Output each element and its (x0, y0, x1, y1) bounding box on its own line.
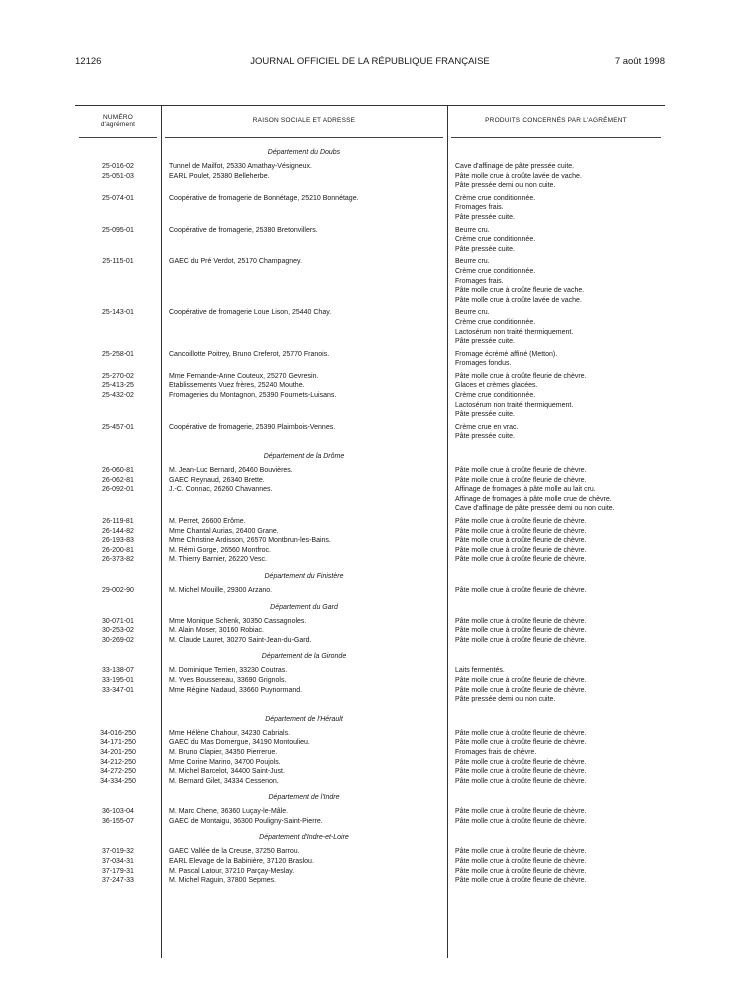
department-title: Département de la Drôme (263, 453, 345, 461)
product-item: Pâte molle crue à croûte fleurie de chèvre. (455, 877, 587, 885)
approval-number: 30-269-02 (102, 636, 134, 644)
product-item: Pâte molle crue à croûte fleurie de chèvre. (455, 586, 587, 594)
company-name-address: Tunnel de Mailfot, 25330 Amathay-Vésigneux. (169, 163, 312, 170)
table-row (75, 767, 665, 777)
products-cell (447, 867, 665, 877)
table-row (75, 777, 665, 787)
approval-number: 26-193-83 (102, 537, 134, 545)
approval-number: 26-373-82 (102, 556, 134, 564)
product-item: Pâte molle crue à croûte fleurie de chèvre. (455, 627, 587, 635)
product-item: Pâte molle crue à croûte fleurie de chèvre. (455, 467, 587, 475)
product-item: Fromages frais. (455, 277, 504, 285)
approval-number: 30-071-01 (102, 617, 134, 625)
table-row (75, 476, 665, 486)
table-row (75, 466, 665, 476)
product-item: Pâte molle crue à croûte fleurie de chèvre. (455, 537, 587, 545)
company-name-address: M. Thierry Barnier, 26220 Vesc. (169, 556, 267, 564)
product-item: Pâte molle crue à croûte fleurie de chèvre. (455, 817, 587, 825)
products-cell (447, 636, 665, 646)
table-row (75, 807, 665, 817)
approval-table (75, 105, 665, 958)
publication-date: 7 août 1998 (614, 56, 665, 67)
column-header-produits: PRODUITS CONCERNÉS PAR L'AGRÉMENT (485, 117, 627, 125)
company-name-address: M. Bruno Clapier, 34350 Pierrerue. (169, 748, 278, 756)
approval-number: 34-272-250 (100, 768, 136, 776)
header-rule (79, 137, 157, 138)
approval-number: 34-171-250 (100, 739, 136, 747)
product-item: Pâte pressée demi ou non cuite. (455, 696, 556, 704)
product-item: Pâte molle crue à croûte fleurie de chèvre. (455, 867, 587, 875)
company-name-address: M. Pascal Latour, 37210 Parçay-Meslay. (169, 867, 295, 875)
products-cell (447, 857, 665, 867)
company-name-address: M. Claude Lauret, 30270 Saint-Jean-du-Gard. (169, 636, 312, 644)
table-row (75, 391, 665, 420)
table-row (75, 162, 665, 172)
approval-number: 34-334-250 (100, 777, 136, 785)
department-title: Département du Doubs (267, 149, 341, 156)
products-cell (447, 748, 665, 758)
products-cell (447, 807, 665, 817)
product-item: Beurre cru. (455, 309, 490, 317)
department-title: Département de la Gironde (261, 653, 347, 661)
approval-number: 26-092-01 (102, 486, 134, 494)
products-cell (447, 476, 665, 486)
company-name-address: GAEC du Pré Verdot, 25170 Champagney. (169, 258, 302, 266)
product-item: Pâte pressée cuite. (455, 433, 515, 441)
table-row (75, 748, 665, 758)
product-item: Pâte pressée cuite. (455, 338, 515, 346)
company-name-address: Mme Fernande-Anne Couteux, 25270 Gevresin. (169, 372, 319, 380)
table-row (75, 666, 665, 676)
approval-number: 34-212-250 (100, 758, 136, 766)
product-item: Pâte molle crue à croûte fleurie de chèvre. (455, 768, 587, 776)
company-name-address: Fromageries du Montagnon, 25390 Fournets-Luisans. (169, 392, 337, 400)
product-item: Pâte pressée cuite. (455, 213, 515, 221)
header-rule (165, 137, 443, 138)
products-cell (447, 676, 665, 686)
company-name-address: M. Alain Moser, 30160 Robiac. (169, 627, 264, 635)
product-item: Cave d'affinage de pâte pressée demi ou non cuite. (455, 505, 615, 513)
products-cell (447, 257, 665, 305)
table-row (75, 527, 665, 537)
product-item: Pâte pressée demi ou non cuite. (455, 182, 556, 190)
table-row (75, 517, 665, 527)
table-row (75, 172, 665, 191)
approval-number: 34-016-250 (100, 729, 136, 737)
products-cell (447, 350, 665, 369)
table-row (75, 738, 665, 748)
product-item: Crème crue conditionnée. (455, 318, 536, 326)
table-row (75, 729, 665, 739)
product-item: Pâte molle crue à croûte lavée de vache. (455, 172, 582, 180)
products-cell (447, 758, 665, 768)
products-cell (447, 777, 665, 787)
table-row (75, 226, 665, 255)
company-name-address: J.-C. Connac, 26260 Chavannes. (169, 486, 273, 494)
product-item: Beurre cru. (455, 226, 490, 234)
products-cell (447, 555, 665, 565)
department-title: Département du Gard (270, 603, 338, 611)
department-title: Département de l'Hérault (265, 715, 343, 723)
products-cell (447, 666, 665, 676)
department-title: Département du Finistère (264, 572, 344, 580)
product-item: Pâte molle crue à croûte fleurie de chèvre. (455, 858, 587, 866)
approval-number: 30-253-02 (102, 627, 134, 635)
approval-number: 25-413-25 (102, 382, 134, 390)
column-header-numero (75, 106, 161, 136)
product-item: Pâte molle crue à croûte fleurie de chèvre. (455, 372, 587, 380)
product-item: Pâte molle crue à croûte fleurie de chèvre. (455, 676, 587, 684)
company-name-address: Coopérative de fromagerie de Bonnétage, 25210 Bonnétage. (169, 194, 359, 202)
table-row (75, 536, 665, 546)
products-cell (447, 847, 665, 857)
company-name-address: EARL Poulet, 25380 Belleherbe. (169, 172, 270, 180)
approval-number: 25-270-02 (102, 372, 134, 380)
approval-number: 25-258-01 (102, 350, 134, 358)
approval-number: 34-201-250 (100, 748, 136, 756)
company-name-address: GAEC de Montaigu, 36300 Pouligny-Saint-Pierre. (169, 817, 323, 825)
company-name-address: M. Dominique Terrien, 33230 Coutras. (169, 667, 288, 675)
products-cell (447, 172, 665, 191)
products-cell (447, 308, 665, 346)
approval-number: 25-457-01 (102, 423, 134, 431)
department-heading (75, 714, 665, 725)
company-name-address: Mme Régine Nadaud, 33660 Puynormand. (169, 686, 303, 694)
products-cell (447, 391, 665, 420)
company-name-address: GAEC Reynaud, 26340 Brette. (169, 476, 265, 484)
company-name-address: EARL Elevage de la Babinière, 37120 Braslou. (169, 858, 314, 866)
table-row (75, 676, 665, 686)
products-cell (447, 586, 665, 596)
table-row (75, 626, 665, 636)
department-title: Département d'Indre-et-Loire (259, 834, 349, 842)
approval-number: 26-144-82 (102, 527, 134, 535)
company-name-address: M. Marc Chene, 36360 Luçay-le-Mâle. (169, 808, 289, 816)
approval-number: 26-060-81 (102, 467, 134, 475)
department-heading (75, 651, 665, 662)
product-item: Laits fermentés. (455, 667, 505, 675)
table-row (75, 372, 665, 382)
page-number: 12126 (75, 56, 102, 67)
department-heading (75, 451, 665, 462)
approval-number: 25-115-01 (102, 258, 134, 266)
approval-number: 25-432-02 (102, 392, 134, 400)
products-cell (447, 226, 665, 255)
product-item: Pâte molle crue à croûte fleurie de chèvre. (455, 739, 587, 747)
product-item: Crème crue en vrac. (455, 423, 519, 431)
product-item: Pâte molle crue à croûte fleurie de chèvre. (455, 476, 587, 484)
products-cell (447, 381, 665, 391)
products-cell (447, 423, 665, 442)
approval-number: 37-179-31 (102, 867, 134, 875)
product-item: Glaces et crèmes glacées. (455, 382, 538, 390)
company-name-address: Coopérative de fromagerie Loue Lison, 25440 Chay. (169, 309, 332, 317)
products-cell (447, 626, 665, 636)
company-name-address: M. Michel Raguin, 37800 Sepmes. (169, 877, 276, 885)
approval-number: 25-016-02 (102, 163, 134, 170)
product-item: Fromages fondus. (455, 360, 512, 368)
company-name-address: Mme Monique Schenk, 30350 Cassagnoles. (169, 617, 307, 625)
table-row (75, 257, 665, 305)
table-row (75, 350, 665, 369)
company-name-address: Mme Christine Ardisson, 26570 Montbrun-les-Bains. (169, 537, 331, 545)
table-row (75, 857, 665, 867)
company-name-address: Cancoillotte Poitrey, Bruno Creferot, 25770 Franois. (169, 350, 330, 358)
product-item: Pâte molle crue à croûte fleurie de chèvre. (455, 518, 587, 525)
product-item: Pâte molle crue à croûte fleurie de chèvre. (455, 617, 587, 625)
company-name-address: Mme Corine Marino, 34700 Poujols. (169, 758, 281, 766)
product-item: Pâte molle crue à croûte fleurie de chèvre. (455, 808, 587, 816)
product-item: Pâte molle crue à croûte fleurie de chèvre. (455, 686, 587, 694)
product-item: Pâte molle crue à croûte lavée de vache. (455, 296, 582, 304)
product-item: Pâte molle crue à croûte fleurie de chèvre. (455, 546, 587, 554)
products-cell (447, 876, 665, 886)
company-name-address: Coopérative de fromagerie, 25380 Bretonvillers. (169, 226, 318, 234)
table-row (75, 586, 665, 596)
department-heading (75, 571, 665, 582)
company-name-address: Mme Chantal Aurias, 26400 Grane. (169, 527, 279, 535)
approval-number: 33-195-01 (102, 676, 134, 684)
product-item: Pâte molle crue à croûte fleurie de chèvre. (455, 636, 587, 644)
product-item: Pâte molle crue à croûte fleurie de chèvre. (455, 848, 587, 856)
approval-number: 25-051-03 (102, 172, 134, 180)
table-row (75, 308, 665, 346)
product-item: Pâte molle crue à croûte fleurie de chèvre. (455, 527, 587, 535)
products-cell (447, 485, 665, 514)
page-header (75, 56, 665, 70)
company-name-address: GAEC du Mas Domergue, 34190 Montoulieu. (169, 739, 310, 747)
approval-number: 25-074-01 (102, 194, 134, 202)
table-row (75, 546, 665, 556)
department-heading (75, 832, 665, 843)
approval-number: 33-138-07 (102, 667, 134, 675)
product-item: Beurre cru. (455, 258, 490, 266)
products-cell (447, 527, 665, 537)
products-cell (447, 466, 665, 476)
product-item: Affinage de fromages à pâte molle au lait cru. (455, 486, 596, 494)
table-row (75, 636, 665, 646)
table-row (75, 876, 665, 886)
department-title: Département de l'Indre (268, 794, 340, 802)
company-name-address: Coopérative de fromagerie, 25390 Plaimbois-Vennes. (169, 423, 336, 431)
product-item: Fromages frais. (455, 204, 504, 212)
product-item: Pâte pressée cuite. (455, 245, 515, 253)
table-row (75, 194, 665, 223)
products-cell (447, 372, 665, 382)
product-item: Crème crue conditionnée. (455, 236, 536, 244)
company-name-address: M. Jean-Luc Bernard, 26460 Bouvières. (169, 467, 293, 475)
product-item: Pâte molle crue à croûte fleurie de chèvre. (455, 758, 587, 766)
company-name-address: M. Perret, 26600 Erôme. (169, 518, 246, 525)
company-name-address: M. Rémi Gorge, 26560 Montfroc. (169, 546, 271, 554)
table-row (75, 817, 665, 827)
product-item: Fromages frais de chèvre. (455, 748, 537, 756)
product-item: Affinage de fromages à pâte molle crue de chèvre. (455, 495, 612, 503)
product-item: Pâte molle crue à croûte fleurie de vache. (455, 287, 585, 295)
column-header-numero-label: NUMÉRO d'agrément (100, 113, 136, 128)
approval-number: 33-347-01 (102, 686, 134, 694)
product-item: Pâte pressée cuite. (455, 411, 515, 419)
product-item: Lactosérum non traité thermiquement. (455, 401, 574, 409)
approval-number: 36-155-07 (102, 817, 134, 825)
company-name-address: Etablissements Vuez frères, 25240 Mouthe. (169, 382, 305, 390)
header-rule (451, 137, 661, 138)
approval-number: 25-143-01 (102, 309, 134, 317)
table-row (75, 686, 665, 705)
department-heading (75, 602, 665, 613)
products-cell (447, 686, 665, 705)
approval-number: 37-247-33 (102, 877, 134, 885)
product-item: Crème crue conditionnée. (455, 392, 536, 400)
company-name-address: M. Michel Barcelot, 34400 Saint-Just. (169, 768, 285, 776)
company-name-address: M. Bernard Gilet, 34334 Cessenon. (169, 777, 279, 785)
approval-number: 37-034-31 (102, 858, 134, 866)
approval-number: 26-062-81 (102, 476, 134, 484)
product-item: Cave d'affinage de pâte pressée cuite. (455, 163, 575, 170)
products-cell (447, 617, 665, 627)
approval-number: 36-103-04 (102, 808, 134, 816)
table-row (75, 617, 665, 627)
products-cell (447, 729, 665, 739)
table-row (75, 555, 665, 565)
product-item: Crème crue conditionnée. (455, 267, 536, 275)
approval-number: 29-002-90 (102, 586, 134, 594)
approval-number: 25-095-01 (102, 226, 134, 234)
approval-number: 26-200-81 (102, 546, 134, 554)
product-item: Lactosérum non traité thermiquement. (455, 328, 574, 336)
table-row (75, 485, 665, 514)
approval-number: 37-019-32 (102, 848, 134, 856)
column-header-raison: RAISON SOCIALE ET ADRESSE (252, 117, 356, 125)
products-cell (447, 517, 665, 527)
product-item: Pâte molle crue à croûte fleurie de chèvre. (455, 777, 587, 785)
products-cell (447, 536, 665, 546)
company-name-address: GAEC Vallée de la Creuse, 37250 Barrou. (169, 848, 300, 856)
table-row (75, 867, 665, 877)
product-item: Crème crue conditionnée. (455, 194, 536, 202)
products-cell (447, 817, 665, 827)
product-item: Fromage écrémé affiné (Metton). (455, 350, 558, 358)
department-heading (75, 147, 665, 158)
company-name-address: Mme Hélène Chahour, 34230 Cabrials. (169, 729, 291, 737)
products-cell (447, 546, 665, 556)
department-heading (75, 792, 665, 803)
table-row (75, 423, 665, 442)
journal-title: JOURNAL OFFICIEL DE LA RÉPUBLIQUE FRANÇAISE (250, 56, 490, 67)
company-name-address: M. Michel Mouille, 29300 Arzano. (169, 586, 273, 594)
products-cell (447, 767, 665, 777)
company-name-address: M. Yves Boussereau, 33690 Grignols. (169, 676, 287, 684)
table-row (75, 847, 665, 857)
table-row (75, 758, 665, 768)
product-item: Pâte molle crue à croûte fleurie de chèvre. (455, 556, 587, 564)
products-cell (447, 194, 665, 223)
table-body (75, 143, 665, 888)
approval-number: 26-119-81 (102, 518, 134, 525)
products-cell (447, 162, 665, 172)
table-row (75, 381, 665, 391)
products-cell (447, 738, 665, 748)
product-item: Pâte molle crue à croûte fleurie de chèvre. (455, 729, 587, 737)
